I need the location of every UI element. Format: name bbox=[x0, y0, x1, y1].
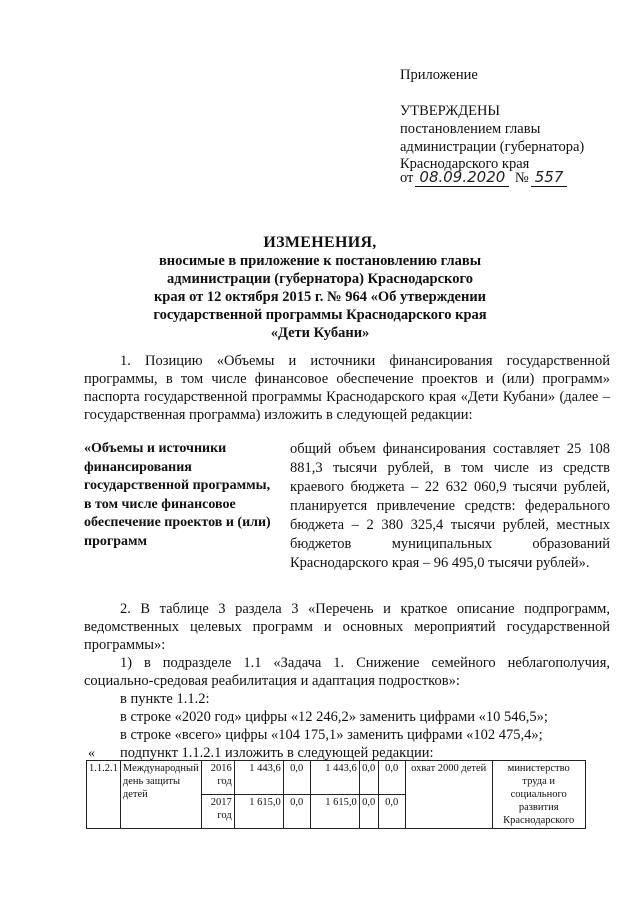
funding-value: общий объем финансирования составляет 25 108 881,3 тысячи рублей, в том числе из средств краевого бюджета – 22 632 060,9 тысячи рублей, планируется привлечение средств: федерального бюджета – 2 380 325,4 тысячи рублей, местных бюджетов муниципальных образований Краснодарского края – 96 495,0 тысячи рублей». bbox=[290, 441, 610, 571]
number-prefix: № bbox=[514, 170, 529, 186]
approved-line-2: администрации (губернатора) bbox=[400, 139, 585, 155]
appendix-label: Приложение bbox=[400, 67, 478, 83]
approved-line-1: постановлением главы bbox=[400, 121, 541, 137]
funding-label: «Объемы и источники финансирования государственной программы, в том числе финансовое обеспечение проектов и (или) программ bbox=[84, 441, 271, 549]
instruction-line-4: подпункт 1.1.2.1 изложить в следующей редакции: bbox=[120, 745, 434, 761]
cell-reg: 1 443,6 bbox=[310, 761, 359, 795]
cell-year: 2016 год bbox=[201, 761, 234, 795]
instruction-line-2: в строке «2020 год» цифры «12 246,2» заменить цифрами «10 546,5»; bbox=[120, 709, 548, 725]
handwritten-number: 557 bbox=[531, 168, 568, 187]
cell-total: 1 443,6 bbox=[234, 761, 283, 795]
title-line-5: «Дети Кубани» bbox=[270, 325, 370, 341]
date-number-line bbox=[400, 168, 569, 187]
title-main: ИЗМЕНЕНИЯ, bbox=[263, 234, 377, 251]
paragraph-3: 1) в подразделе 1.1 «Задача 1. Снижение семейного неблагополучия, социально-средовая реабилитация и адаптация подростков»: bbox=[84, 655, 610, 689]
document-title bbox=[120, 234, 520, 342]
title-line-3: края от 12 октября 2015 г. № 964 «Об утверждении bbox=[153, 289, 487, 305]
cell-reg: 1 615,0 bbox=[310, 795, 359, 829]
title-line-4: государственной программы Краснодарского края bbox=[153, 307, 487, 323]
approved-line-3: Краснодарского края bbox=[400, 156, 530, 172]
paragraph-2: 2. В таблице 3 раздела 3 «Перечень и краткое описание подпрограмм, ведомственных целевых программ и основных мероприятий государственной программы»: bbox=[84, 601, 610, 653]
title-line-1: вносимые в приложение к постановлению главы bbox=[158, 253, 482, 269]
cell-mun: 0,0 bbox=[359, 795, 378, 829]
cell-code: 1.1.2.1 bbox=[87, 761, 121, 829]
title-line-2: администрации (губернатора) Краснодарского bbox=[167, 271, 473, 287]
date-prefix: от bbox=[400, 170, 414, 186]
instruction-line-1: в пункте 1.1.2: bbox=[120, 691, 210, 707]
cell-name: Международный день защиты детей bbox=[120, 761, 201, 829]
cell-fed: 0,0 bbox=[283, 761, 310, 795]
cell-mun: 0,0 bbox=[359, 761, 378, 795]
instruction-line-3: в строке «всего» цифры «104 175,1» заменить цифрами «102 475,4»; bbox=[120, 727, 543, 743]
approved-label: УТВЕРЖДЕНЫ bbox=[400, 103, 501, 119]
cell-year: 2017 год bbox=[201, 795, 234, 829]
paragraph-1: 1. Позицию «Объемы и источники финансирования государственной программы, в том числе финансовое обеспечение проектов и (или) программ» паспорта государственной программы Краснодарского края «Дети Кубани» (далее – государственная программа) изложить в следующей редакции: bbox=[84, 353, 610, 423]
cell-other: 0,0 bbox=[378, 761, 405, 795]
handwritten-date: 08.09.2020 bbox=[415, 168, 509, 187]
cell-total: 1 615,0 bbox=[234, 795, 283, 829]
cell-fed: 0,0 bbox=[283, 795, 310, 829]
quote-mark: « bbox=[88, 746, 95, 761]
cell-executor: министерство труда и социального развития Краснодарского bbox=[492, 761, 585, 829]
table-row bbox=[87, 761, 586, 795]
cell-other: 0,0 bbox=[378, 795, 405, 829]
measures-table bbox=[86, 760, 586, 829]
cell-coverage: охват 2000 детей bbox=[405, 761, 492, 829]
